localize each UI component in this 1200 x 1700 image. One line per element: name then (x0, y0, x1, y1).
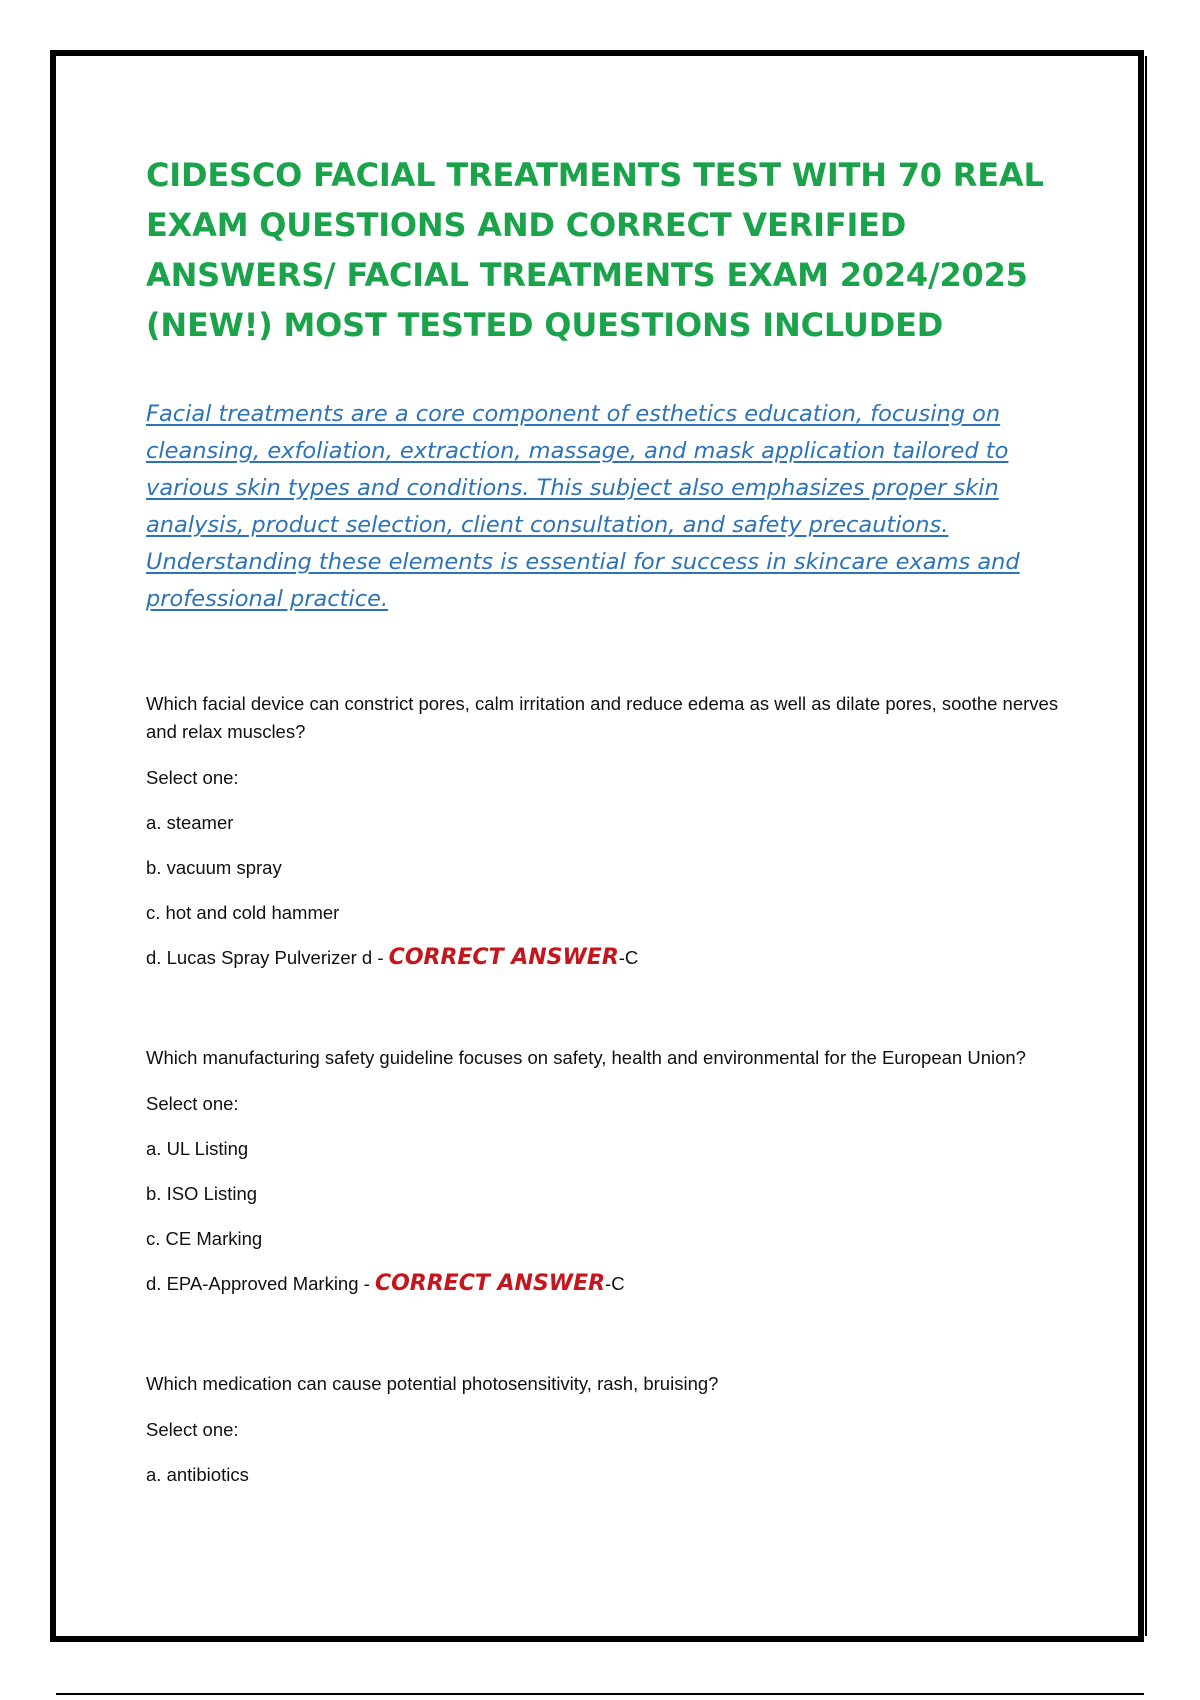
option-a: a. antibiotics (146, 1464, 249, 1485)
correct-answer-value: -C (605, 1273, 625, 1294)
option-d (146, 1270, 1066, 1298)
option-d-text: d. Lucas Spray Pulverizer d - (146, 947, 389, 968)
correct-answer-label: CORRECT ANSWER (388, 945, 619, 970)
question-text: Which manufacturing safety guideline focuses on safety, health and environmental for the European Union? (146, 1047, 1026, 1068)
question-text: Which medication can cause potential photosensitivity, rash, bruising? (146, 1373, 719, 1394)
correct-answer-value: -C (618, 947, 639, 968)
document-body (146, 150, 1066, 1489)
select-one-prompt: Select one: (146, 767, 239, 788)
option-c: c. CE Marking (146, 1228, 263, 1249)
option-d (146, 944, 1066, 972)
option-d-text: d. EPA-Approved Marking - (146, 1273, 375, 1294)
option-c: c. hot and cold hammer (146, 902, 340, 923)
intro-paragraph: Facial treatments are a core component of esthetics education, focusing on cleansing, exfoliation, extraction, massage, and mask application tailored to various skin types and conditions. This subject also emphasizes proper skin analysis, product selection, client consultation, and safety precautions. Understanding these elements is essential for success in skincare exams and professional practice. (146, 401, 1020, 612)
option-b: b. vacuum spray (146, 857, 282, 878)
option-a: a. UL Listing (146, 1138, 249, 1159)
option-b: b. ISO Listing (146, 1183, 258, 1204)
question-text: Which facial device can constrict pores, calm irritation and reduce edema as well as dilate pores, soothe nerves and relax muscles? (146, 693, 1059, 742)
question-block (146, 1370, 1066, 1489)
question-block (146, 690, 1066, 972)
question-block (146, 1044, 1066, 1298)
correct-answer-label: CORRECT ANSWER (374, 1271, 606, 1296)
bottom-rule (56, 1693, 1144, 1695)
document-title: CIDESCO FACIAL TREATMENTS TEST WITH 70 REAL EXAM QUESTIONS AND CORRECT VERIFIED ANSWERS/ FACIAL TREATMENTS EXAM 2024/2025 (NEW!) MOST TESTED QUESTIONS INCLUDED (146, 156, 1044, 344)
option-a: a. steamer (146, 812, 234, 833)
select-one-prompt: Select one: (146, 1093, 239, 1114)
select-one-prompt: Select one: (146, 1419, 239, 1440)
